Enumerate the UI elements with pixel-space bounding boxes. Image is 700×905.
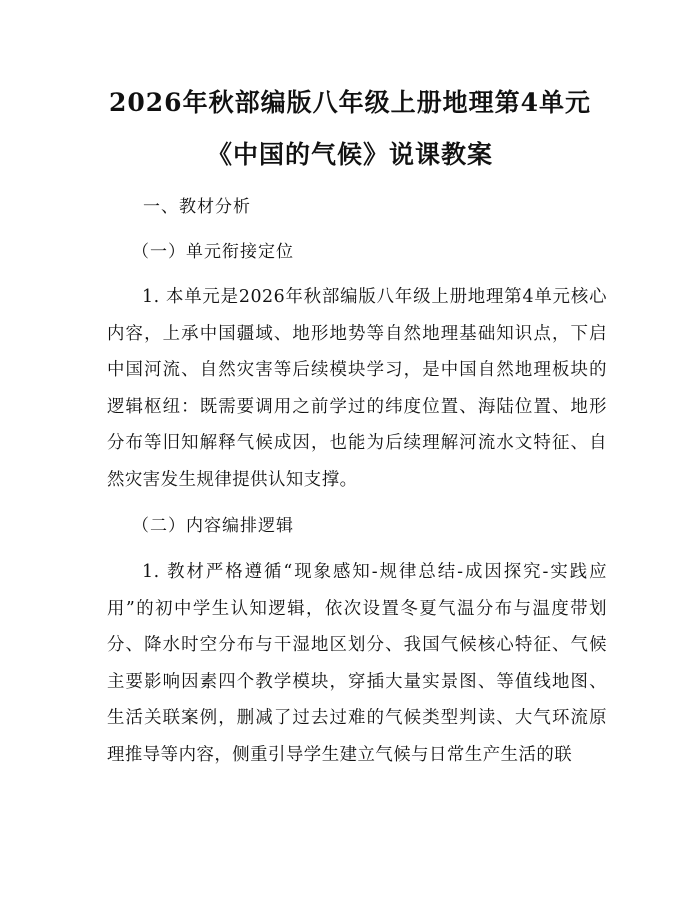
subsection-heading-unit-connection: （一）单元衔接定位 — [132, 242, 294, 262]
document-title-line-2: 《中国的气候》说课教案 — [206, 140, 493, 169]
document-title-line-1: 2026年秋部编版八年级上册地理第4单元 — [109, 88, 591, 117]
paragraph-content-logic: 1. 教材严格遵循“现象感知-规律总结-成因探究-实践应用”的初中学生认知逻辑，依次设置冬夏气温分布与温度带划分、降水时空分布与干湿地区划分、我国气候核心特征、气候主要影响因素四个教学模块，穿插大量实景图、等值线地图、生活关联案例，删减了过去过难的气候类型判读、大气环流原理推导等内容，侧重引导学生建立气候与日常生产生活的联 — [107, 562, 607, 765]
section-heading-textbook-analysis: 一、教材分析 — [143, 197, 251, 217]
subsection-heading-content-logic: （二）内容编排逻辑 — [132, 516, 294, 536]
paragraph-unit-connection: 1. 本单元是2026年秋部编版八年级上册地理第4单元核心内容，上承中国疆域、地形地势等自然地理基础知识点，下启中国河流、自然灾害等后续模块学习，是中国自然地理板块的逻辑枢纽：既需要调用之前学过的纬度位置、海陆位置、地形分布等旧知解释气候成因，也能为后续理解河流水文特征、自然灾害发生规律提供认知支撑。 — [107, 287, 607, 490]
